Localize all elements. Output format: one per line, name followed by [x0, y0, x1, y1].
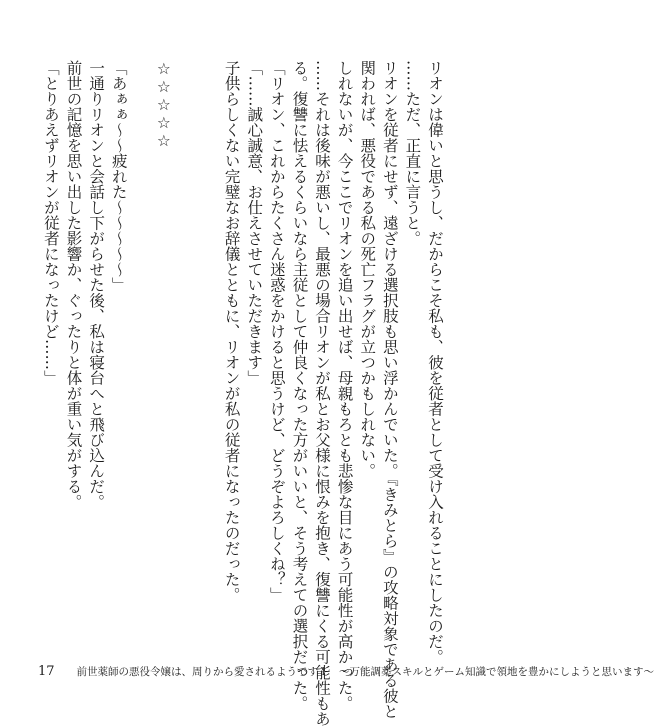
text-line: 「……誠心誠意、お仕えさせていただきます」 [245, 60, 264, 386]
blank-line [177, 60, 195, 590]
text-line: 関われば、悪役である私の死亡フラグが立つかもしれない。 [358, 60, 377, 479]
text-line: 子供らしくない完璧なお辞儀とともに、リオンが私の従者になったのだった。 [222, 60, 241, 603]
blank-line [132, 60, 150, 590]
text-line: リオンを従者にせず、遠ざける選択肢も思い浮かんでいた。『きみとら』の攻略対象である彼と [380, 60, 399, 719]
page-number: 17 [38, 664, 55, 679]
section-break: ☆☆☆☆☆ [154, 60, 173, 150]
text-line: 前世の記憶を思い出した影響か、ぐったりと体が重い気がする。 [64, 60, 83, 510]
text-line: しれないが、今ここでリオンを追い出せば、母親もろとも悲惨な目にあう可能性が高かった。 [335, 60, 354, 711]
text-line: ……ただ、正直に言うと。 [403, 60, 422, 246]
text-line: る。復讐に怯えるくらいなら主従として仲良くなった方がいいと、そう考えての選択だった。 [290, 60, 309, 711]
text-line: 一通りリオンと会話し下がらせた後、私は寝台へと飛び込んだ。 [87, 60, 106, 510]
text-line: 「リオン、これからたくさん迷惑をかけると思うけど、どうぞよろしくね？」 [267, 60, 286, 603]
text-line: 「とりあえずリオンが従者になったけど……」 [41, 60, 60, 386]
text-line: 「あぁぁ～～疲れた～～～～～」 [109, 60, 128, 293]
book-title: 前世薬師の悪役令嬢は、周りから愛されるようです１ ～万能調薬スキルとゲーム知識で領地を豊かにしようと思います～ [76, 666, 654, 678]
page-footer [38, 664, 654, 679]
text-line: リオンは偉いと思うし、だからこそ私も、彼を従者として受け入れることにしたのだ。 [426, 60, 444, 665]
text-line: ……それは後味が悪いし、最悪の場合リオンが私とお父様に恨みを抱き、復讐にくる可能性もあ [313, 60, 332, 727]
blank-line [200, 60, 218, 590]
